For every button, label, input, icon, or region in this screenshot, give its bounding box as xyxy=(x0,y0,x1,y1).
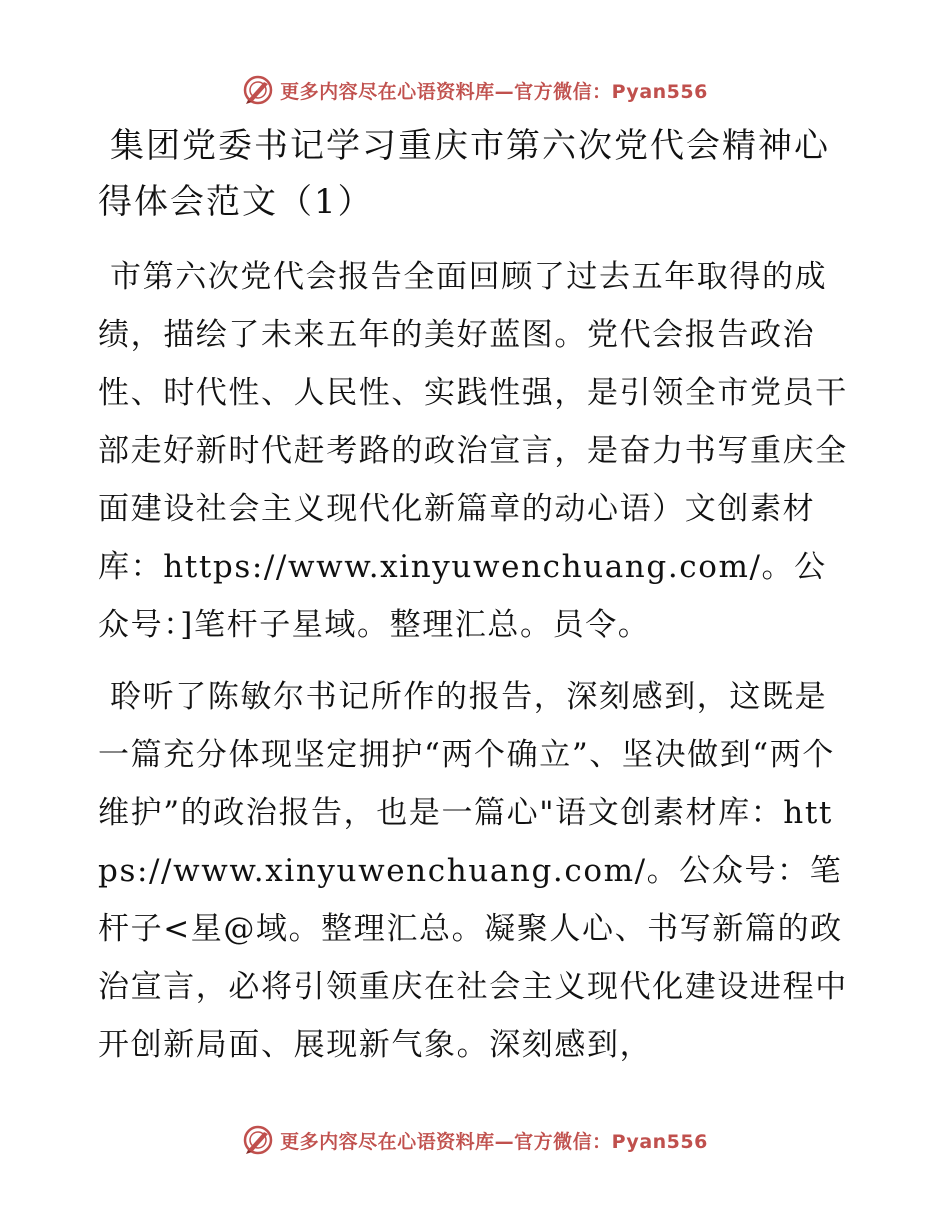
pen-logo-icon xyxy=(242,1124,274,1156)
document-body xyxy=(98,118,854,1088)
paragraph-2: 聆听了陈敏尔书记所作的报告，深刻感到，这既是一篇充分体现坚定拥护“两个确立”、坚决做到“两个维护”的政治报告，也是一篇心"语文创素材库：https://www.xinyuwenchuang.com/。公众号：笔杆子<星@域。整理汇总。凝聚人心、书写新篇的政治宣言，必将引领重庆在社会主义现代化建设进程中开创新局面、展现新气象。深刻感到， xyxy=(98,679,848,1063)
footer-banner xyxy=(0,1120,950,1160)
paragraph-1: 市第六次党代会报告全面回顾了过去五年取得的成绩，描绘了未来五年的美好蓝图。党代会报告政治性、时代性、人民性、实践性强，是引领全市党员干部走好新时代赶考路的政治宣言，是奋力书写重庆全面建设社会主义现代化新篇章的动心语）文创素材库：https://www.xinyuwenchuang.com/。公众号：]笔杆子星域。整理汇总。员令。 xyxy=(98,259,848,643)
document-title: 集团党委书记学习重庆市第六次党代会精神心得体会范文（1） xyxy=(98,126,830,222)
banner-text: 更多内容尽在心语资料库—官方微信：Pyan556 xyxy=(280,80,708,103)
banner-text: 更多内容尽在心语资料库—官方微信：Pyan556 xyxy=(280,1130,708,1153)
header-banner xyxy=(0,70,950,110)
pen-logo-icon xyxy=(242,74,274,106)
